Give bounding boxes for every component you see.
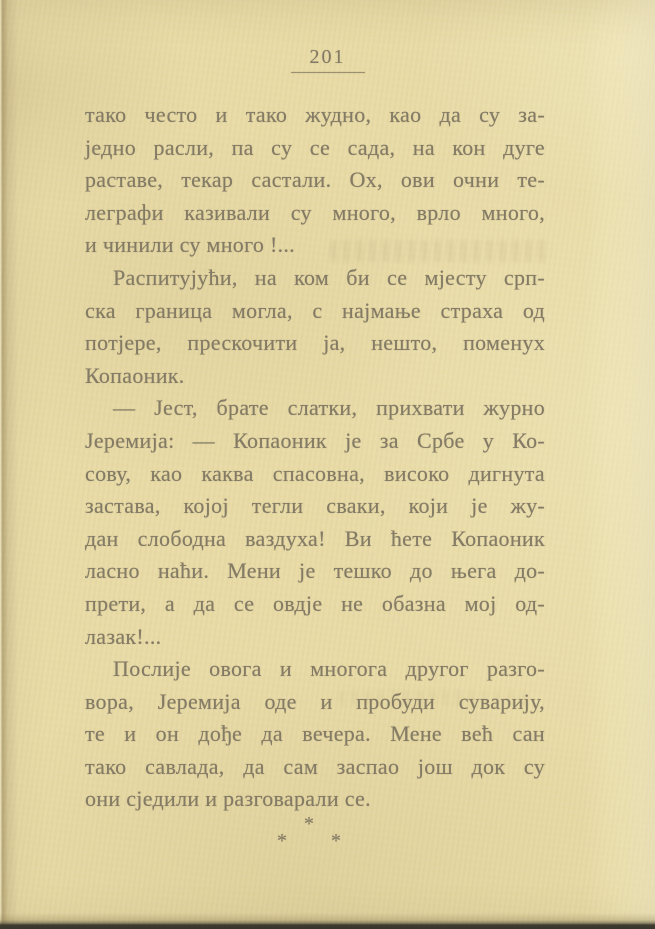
text-line: — Јест, брате слатки, прихвати журно xyxy=(113,395,545,421)
showthrough-smudge xyxy=(330,240,552,262)
text-line: лазак!... xyxy=(85,623,162,649)
text-line: потјере, прескочити ја, нешто, поменух xyxy=(85,330,545,356)
asterisk: * xyxy=(277,830,287,852)
text-line: застава, којој тегли сваки, који је жу- xyxy=(85,493,545,519)
text-line: ска граница могла, с најмање страха од xyxy=(85,297,545,323)
asterisk: * xyxy=(331,830,341,852)
showthrough-smudge xyxy=(338,690,528,706)
text-line: прети, а да се овдје не обазна мој од- xyxy=(85,590,545,616)
text-block xyxy=(85,99,545,816)
asterisk: * xyxy=(304,813,314,835)
text-line: вора, Јеремија оде и пробуди суварију, xyxy=(85,688,545,714)
text-line: раставе, текар састали. Ох, ови очни те- xyxy=(85,167,545,193)
text-line: једно расли, па су се сада, на кон дуге xyxy=(85,134,545,160)
text-line: Распитујући, на ком би се мјесту срп- xyxy=(113,264,545,290)
text-line: тако често и тако жудно, као да су за- xyxy=(85,102,545,127)
text-line: сову, као каква спасовна, високо дигнута xyxy=(85,460,545,486)
text-line: дан слободна ваздуха! Ви ћете Копаоник xyxy=(85,525,545,551)
page-number xyxy=(0,46,655,73)
text-line: Послије овога и многога другог разго- xyxy=(113,656,545,682)
text-line: леграфи казивали су много, врло много, xyxy=(85,199,545,225)
page-number-value: 201 xyxy=(309,46,346,68)
text-line: тако савлада, да сам заспао још док су xyxy=(85,753,545,779)
text-line: те и он дође да вечера. Мене већ сан xyxy=(85,721,545,747)
text-line: Копаоник. xyxy=(85,362,185,388)
text-line: они сједили и разговарали се. xyxy=(85,786,371,812)
page-number-underline xyxy=(291,72,365,73)
asterism-separator xyxy=(85,813,533,852)
text-line: Јеремија: — Копаоник је за Србе у Ко- xyxy=(85,427,545,453)
text-line: и чинили су много !... xyxy=(85,232,295,258)
text-line: ласно наћи. Мени је тешко до њега до- xyxy=(85,558,545,584)
